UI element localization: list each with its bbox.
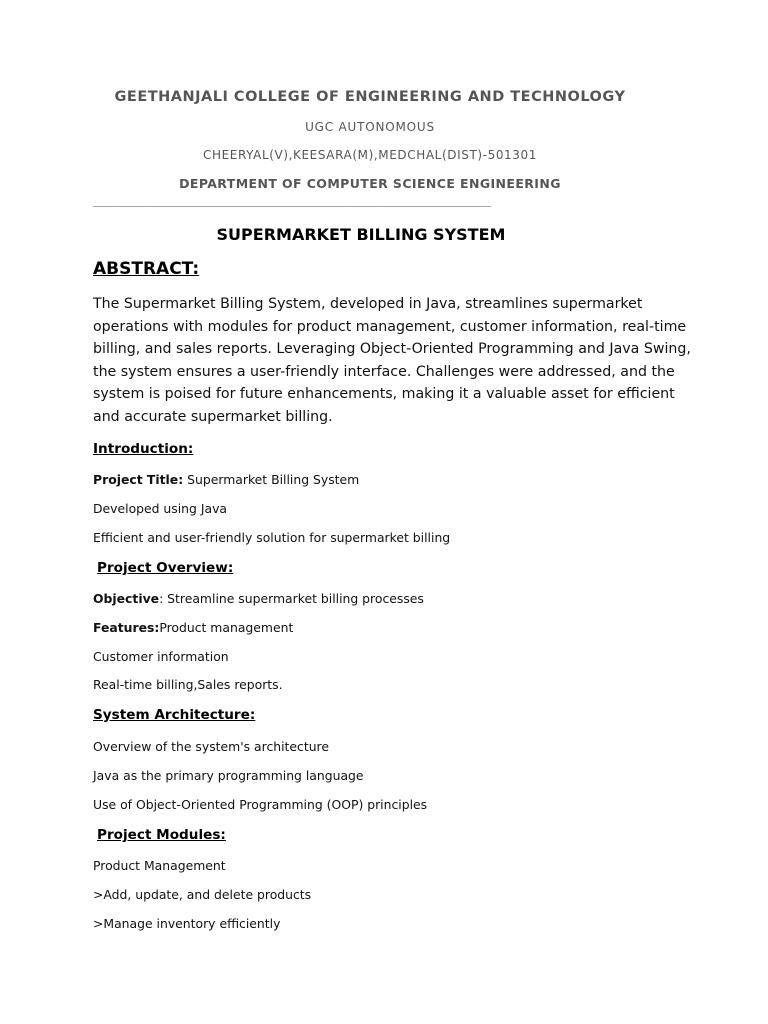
developed-using-line: Developed using Java	[93, 501, 228, 516]
project-title-label: Project Title:	[93, 472, 184, 487]
autonomous-status: UGC AUTONOMOUS	[305, 120, 435, 134]
objective-value: : Streamline supermarket billing processes	[159, 591, 424, 606]
department-name: DEPARTMENT OF COMPUTER SCIENCE ENGINEERING	[179, 176, 561, 191]
project-overview-heading: Project Overview:	[97, 560, 234, 576]
abstract-text: The Supermarket Billing System, developed in Java, streamlines supermarket operations with modules for product management, customer information, real-time billing, and sales reports. Leveraging Object-Oriented Programming and Java Swing, the system ensures a user-friendly interface. Challenges were addressed, and the system is poised for future enhancements, making it a valuable asset for efficient and accurate supermarket billing.	[93, 296, 691, 425]
abstract-heading: ABSTRACT:	[93, 259, 200, 279]
objective-line	[93, 591, 424, 606]
objective-label: Objective	[93, 591, 160, 606]
project-modules-heading: Project Modules:	[97, 827, 226, 843]
product-management-line: Product Management	[93, 858, 226, 873]
header-divider: ________________________________________________________________________	[93, 196, 491, 207]
solution-line: Efficient and user-friendly solution for supermarket billing	[93, 530, 451, 545]
billing-reports-line: Real-time billing,Sales reports.	[93, 677, 283, 692]
oop-principles-line: Use of Object-Oriented Programming (OOP) principles	[93, 797, 428, 812]
project-title-value: Supermarket Billing System	[183, 472, 360, 487]
features-label: Features:	[93, 620, 160, 635]
customer-info-line: Customer information	[93, 649, 229, 664]
college-name: GEETHANJALI COLLEGE OF ENGINEERING AND TECHNOLOGY	[114, 89, 626, 105]
document-title: SUPERMARKET BILLING SYSTEM	[216, 225, 506, 244]
add-update-delete-line: >Add, update, and delete products	[93, 887, 312, 902]
college-address: CHEERYAL(V),KEESARA(M),MEDCHAL(DIST)-501301	[203, 148, 537, 162]
architecture-overview-line: Overview of the system's architecture	[93, 739, 329, 754]
features-value: Product management	[159, 620, 294, 635]
introduction-heading: Introduction:	[93, 441, 194, 457]
manage-inventory-line: >Manage inventory efficiently	[93, 916, 281, 931]
project-title-line	[93, 472, 359, 487]
system-architecture-heading: System Architecture:	[93, 707, 256, 723]
java-language-line: Java as the primary programming language	[93, 768, 364, 783]
features-line	[93, 620, 293, 635]
